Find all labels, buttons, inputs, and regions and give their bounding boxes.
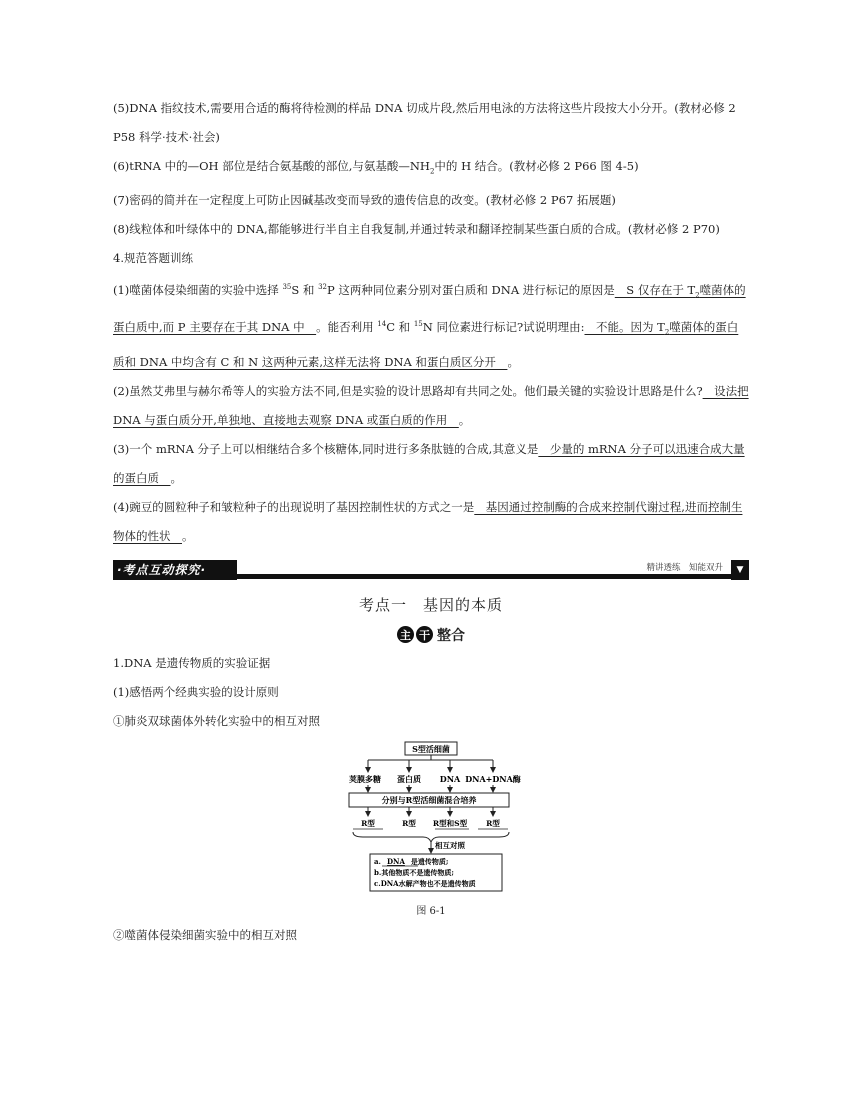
badge-text: 整合 [437,627,465,644]
diagram-svg [113,740,749,900]
banner-rule [233,574,731,579]
item-5: (5)DNA 指纹技术,需要用合适的酶将待检测的样品 DNA 切成片段,然后用电泳的方法将这些片段按大小分开。(教材必修 2 P58 科学·技术·社会) [113,101,736,144]
question-1: (1)噬菌体侵染细菌的实验中选择 $^{35}$S 和 $^{32}$P 这两种同位素分别对蛋白质和 DNA 进行标记的原因是 S 仅存在于 $T_2$噬菌体的蛋白质中,而 P 主要存在于其 DNA 中 。能否利用 $^{14}$C 和 $^{15}$N 同位素进行标记?试说明理由: 不能。因为 $T_2$噬菌体的蛋白质和 DNA 中均含有 C 和 N 这两种元素,这样无法将 DNA 和蛋白质区分开 。 [113,283,746,369]
subheading-3: ①肺炎双球菌体外转化实验中的相互对照 [113,713,320,728]
conclusion-b: b.其他物质不是遗传物质; [374,867,454,877]
conclusion-c: c.DNA水解产物也不是遗传物质 [374,878,476,888]
subheading-4: ②噬菌体侵染细菌实验中的相互对照 [113,927,297,942]
figure-caption: 图 6-1 [416,905,446,917]
badge-circle-1: 主 [397,626,414,643]
answer-2: 设法把 DNA 与蛋白质分开,单独地、直接地去观察 DNA 或蛋白质的作用 [113,383,749,427]
document-page [113,94,749,950]
result-1: R型 [361,818,375,828]
branch-4: DNA+DNA酶 [465,773,521,784]
item-6: (6)tRNA 中的—OH 部位是结合氨基酸的部位,与氨基酸$—NH_2$中的 H 结合。(教材必修 2 P66 图 4-5) [113,159,639,176]
result-2: R型 [402,818,416,828]
mix-label: 分别与R型活细菌混合培养 [381,794,477,805]
branch-1: 荚膜多糖 [349,773,381,784]
banner-tagline: 精讲透练 知能双升 [646,562,723,573]
item-8: (8)线粒体和叶绿体中的 DNA,都能够进行半自主自我复制,并通过转录和翻译控制某些蛋白质的合成。(教材必修 2 P70) [113,222,720,237]
subheading-1: 1.DNA 是遗传物质的实验证据 [113,655,271,670]
result-3: R型和S型 [432,818,468,828]
question-3: (3)一个 mRNA 分子上可以相继结合多个核糖体,同时进行多条肽链的合成,其意义是 少量的 mRNA 分子可以迅速合成大量的蛋白质 。 [113,441,745,485]
heading-4: 4.规范答题训练 [113,251,193,266]
section-banner [113,560,749,580]
transformation-diagram [113,740,749,900]
item-7: (7)密码的简并在一定程度上可防止因碱基改变而导致的遗传信息的改变。(教材必修 2 P67 拓展题) [113,193,616,208]
top-label: S型活细菌 [412,743,450,754]
conclusion-a: a. DNA 是遗传物质; [374,856,449,866]
result-4: R型 [486,818,500,828]
brace [353,832,509,842]
question-2: (2)虽然艾弗里与赫尔希等人的实验方法不同,但是实验的设计思路却有共同之处。他们最关键的实验设计思路是什么? 设法把 DNA 与蛋白质分开,单独地、直接地去观察 DNA 或蛋白质的作用 。 [113,383,749,427]
triangle-down-icon: ▼ [731,560,749,580]
answer-3: 少量的 mRNA 分子可以迅速合成大量的蛋白质 [113,441,745,485]
question-4: (4)豌豆的圆粒种子和皱粒种子的出现说明了基因控制性状的方式之一是 基因通过控制酶的合成来控制代谢过程,进而控制生物体的性状 。 [113,499,743,543]
subheading-2: (1)感悟两个经典实验的设计原则 [113,684,279,699]
answer-1a: S 仅存在于 $T_2$噬菌体的蛋白质中,而 P 主要存在于其 DNA 中 [113,283,746,335]
badge-circle-2: 干 [416,626,433,643]
section-title: 考点一 基因的本质 [358,595,503,614]
branch-3: DNA [439,773,461,784]
branch-2: 蛋白质 [397,773,421,784]
answer-1b: 不能。因为 $T_2$噬菌体的蛋白质和 DNA 中均含有 C 和 N 这两种元素,这样无法将 DNA 和蛋白质区分开 [113,320,739,369]
main-integration-badge [113,625,749,645]
banner-title: ·考点互动探究· [113,560,237,580]
brace-label: 相互对照 [435,840,465,850]
answer-4: 基因通过控制酶的合成来控制代谢过程,进而控制生物体的性状 [113,499,743,543]
